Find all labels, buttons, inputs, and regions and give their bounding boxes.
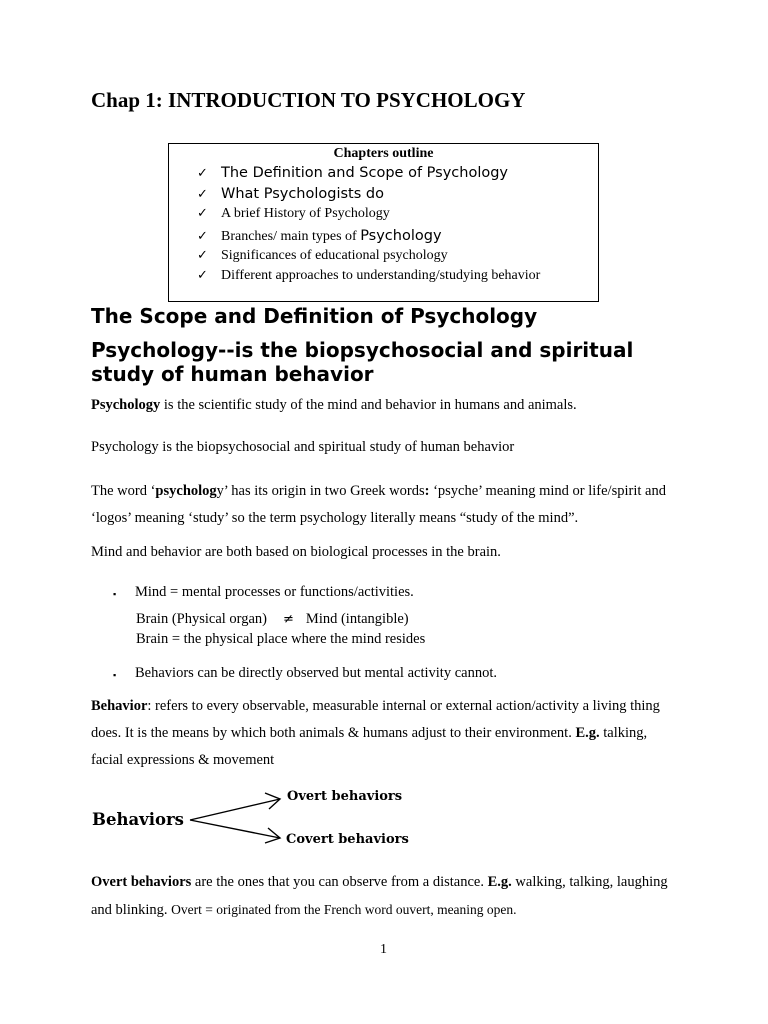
outline-item-text: The Definition and Scope of Psychology <box>221 165 508 181</box>
outline-item-text <box>221 227 442 245</box>
checkmark-icon: ✓ <box>197 268 208 284</box>
paragraph-text: : refers to every observable, measurable internal or external action/activity a living thing does. It is the means by which both animals & humans adjust to their environment. <box>91 698 660 741</box>
paragraph-text: The word ‘ <box>91 483 156 499</box>
page-number: 1 <box>380 942 387 957</box>
behaviors-diagram <box>90 782 450 852</box>
paragraph-text: y’ has its origin in two Greek words <box>216 483 425 499</box>
outline-item-text: Significances of educational psychology <box>221 247 448 263</box>
checkmark-icon: ✓ <box>197 247 208 263</box>
paragraph-small-text: Overt = originated from the French word ouvert, meaning open. <box>171 902 517 917</box>
paragraph-text: are the ones that you can observe from a distance. <box>191 874 488 890</box>
bullet-item <box>113 584 414 604</box>
checkmark-icon: ✓ <box>197 186 208 202</box>
checkmark-icon: ✓ <box>197 229 208 245</box>
paragraph-text: is the scientific study of the mind and behavior in humans and animals. <box>160 397 577 413</box>
diagram-covert-label: Covert behaviors <box>286 832 409 847</box>
paragraph-text: talking, facial expressions & movement <box>91 725 648 768</box>
bullet-text: Behaviors can be directly observed but mental activity cannot. <box>135 665 497 681</box>
outline-item-text: Different approaches to understanding/studying behavior <box>221 268 541 284</box>
outline-item <box>197 165 598 186</box>
paragraph-biopsychosocial: Psychology is the biopsychosocial and spiritual study of human behavior <box>91 439 515 455</box>
definition-heading: Psychology--is the biopsychosocial and spiritual study of human behavior <box>91 338 634 386</box>
outline-item <box>197 248 598 269</box>
outline-item-text-part: Branches/ main types of <box>221 229 361 245</box>
paragraph-overt-behaviors <box>91 869 671 924</box>
chapters-outline-box <box>168 143 599 302</box>
outline-title: Chapters outline <box>333 146 434 161</box>
outline-item-text: A brief History of Psychology <box>221 206 390 222</box>
bullet-text: Mind = mental processes or functions/activities. <box>135 584 414 600</box>
not-equal-icon: ≠ <box>283 612 294 627</box>
paragraph-behavior-definition <box>91 693 671 774</box>
example-label: E.g. <box>487 874 512 890</box>
paragraph-word-origin <box>91 478 681 532</box>
bold-term: Overt behaviors <box>91 874 192 890</box>
paragraph-biological-processes: Mind and behavior are both based on biological processes in the brain. <box>91 544 501 560</box>
brain-vs-mind-line <box>136 611 409 628</box>
bullet-item <box>113 665 497 685</box>
outline-item <box>197 206 598 227</box>
outline-item <box>197 268 598 289</box>
outline-item <box>197 186 598 207</box>
outline-item <box>197 227 598 248</box>
outline-item-text-part: Psychology <box>360 228 442 245</box>
diagram-root-label: Behaviors <box>92 810 184 829</box>
paragraph-text: walking, talking, laughing and blinking. <box>91 874 668 918</box>
brain-place-line: Brain = the physical place where the mind resides <box>136 631 426 647</box>
checkmark-icon: ✓ <box>197 206 208 222</box>
brain-text: Brain (Physical organ) <box>136 611 268 627</box>
bold-term: Psychology <box>91 397 161 413</box>
chapter-title: Chap 1: INTRODUCTION TO PSYCHOLOGY <box>91 88 526 112</box>
arrow-up-line <box>190 799 280 820</box>
diagram-overt-label: Overt behaviors <box>287 789 403 804</box>
bold-term: Behavior <box>91 698 148 714</box>
checkmark-icon: ✓ <box>197 166 208 181</box>
arrow-down-line <box>190 820 280 838</box>
scope-heading: The Scope and Definition of Psychology <box>91 304 538 328</box>
mind-text: Mind (intangible) <box>305 611 409 627</box>
paragraph-psychology-definition <box>91 397 681 414</box>
outline-item-text: What Psychologists do <box>221 185 384 202</box>
example-label: E.g. <box>575 725 600 741</box>
outline-list <box>169 165 598 289</box>
bullet-icon: ▪ <box>113 589 117 599</box>
paragraph-text: ‘psyche’ meaning mind or life/spirit and ‘logos’ meaning ‘study’ so the term psychology literally means “study of the mind”. <box>91 483 666 526</box>
bullet-icon: ▪ <box>113 670 117 680</box>
bold-colon: : <box>424 483 430 499</box>
bold-term: psycholog <box>155 483 217 499</box>
